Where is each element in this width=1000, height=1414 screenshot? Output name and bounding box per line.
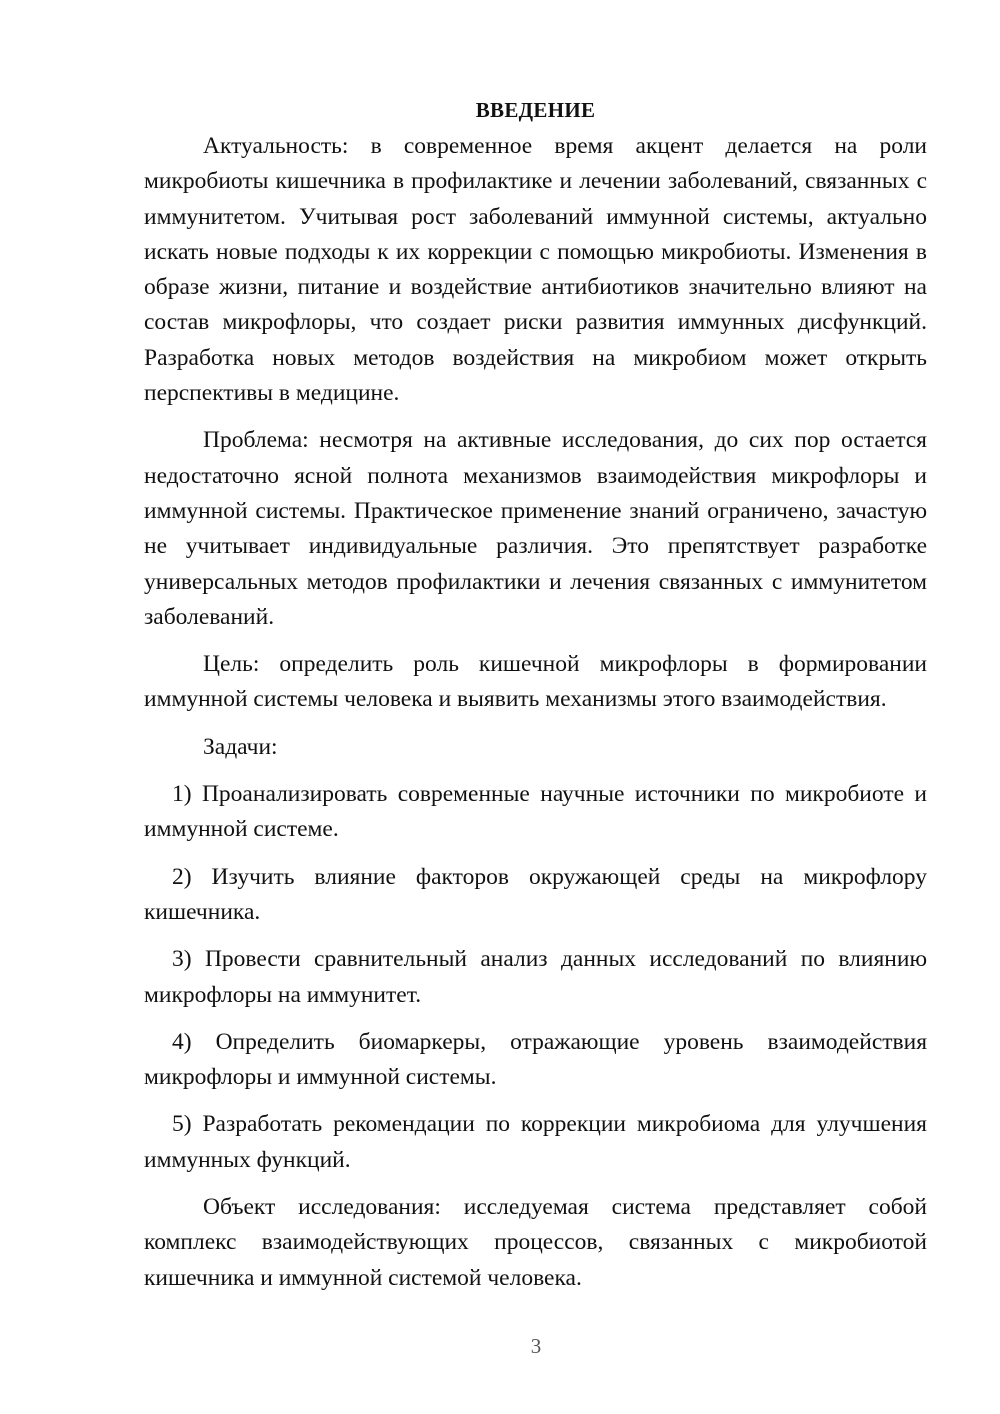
paragraph-relevance: Актуальность: в современное время акцент делается на роли микробиоты кишечника в профилактике и лечении заболеваний, связанных с иммунитетом. Учитывая рост заболеваний иммунной системы, актуально искать новые подходы к их коррекции с помощью микробиоты. Изменения в образе жизни, питание и воздействие антибиотиков значительно влияют на состав микрофлоры, что создает риски развития иммунных дисфункций. Разработка новых методов воздействия на микробиом может открыть перспективы в медицине. <box>144 133 927 407</box>
paragraph-goal: Цель: определить роль кишечной микрофлоры в формировании иммунной системы человека и выявить механизмы этого взаимодействия. <box>144 651 927 713</box>
paragraph-problem: Проблема: несмотря на активные исследования, до сих пор остается недостаточно ясной полнота механизмов взаимодействия микрофлоры и иммунной системы. Практическое применение знаний ограничено, зачастую не учитывает индивидуальные различия. Это препятствует разработке универсальных методов профилактики и лечения связанных с иммунитетом заболеваний. <box>144 427 927 630</box>
task-item-1: 1) Проанализировать современные научные источники по микробиоте и иммунной системе. <box>144 781 927 843</box>
tasks-label: Задачи: <box>203 733 278 760</box>
page-content <box>144 95 927 1308</box>
task-item-5: 5) Разработать рекомендации по коррекции микробиома для улучшения иммунных функций. <box>144 1111 927 1173</box>
page-number: 3 <box>530 1334 542 1358</box>
section-heading: ВВЕДЕНИЕ <box>475 98 596 122</box>
task-item-2: 2) Изучить влияние факторов окружающей среды на микрофлору кишечника. <box>144 863 927 925</box>
task-item-3: 3) Провести сравнительный анализ данных исследований по влиянию микрофлоры на иммунитет. <box>144 946 927 1008</box>
task-item-4: 4) Определить биомаркеры, отражающие уровень взаимодействия микрофлоры и иммунной системы. <box>144 1028 927 1091</box>
paragraph-object: Объект исследования: исследуемая система представляет собой комплекс взаимодействующих процессов, связанных с микробиотой кишечника и иммунной системой человека. <box>144 1194 927 1291</box>
